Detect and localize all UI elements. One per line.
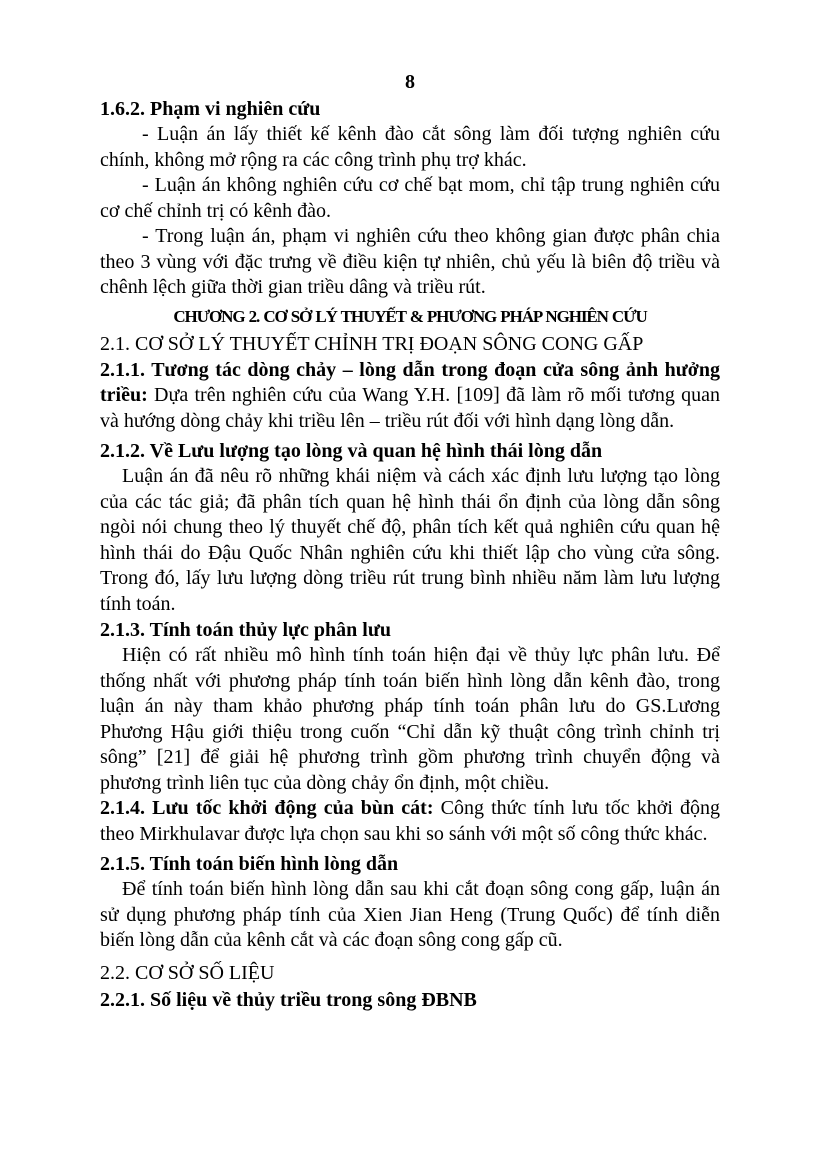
heading-2-1-2: 2.1.2. Về Lưu lượng tạo lòng và quan hệ hình thái lòng dẫn [100, 440, 603, 462]
heading-2-1-1: 2.1.1. Tương tác dòng chảy – lòng dẫn trong đoạn cửa sông ảnh hưởng triều: [100, 358, 720, 406]
page-number: 8 [405, 71, 415, 93]
scope-item-2: - Luận án không nghiên cứu cơ chế bạt mom, chỉ tập trung nghiên cứu cơ chế chỉnh trị có kênh đào. [100, 174, 720, 222]
heading-2-1-5: 2.1.5. Tính toán biến hình lòng dẫn [100, 853, 399, 875]
section-2-2-title: 2.2. CƠ SỞ SỐ LIỆU [100, 961, 275, 984]
text-2-1-5: Để tính toán biến hình lòng dẫn sau khi cắt đoạn sông cong gấp, luận án sử dụng phương pháp tính của Xien Jian Heng (Trung Quốc) để tính diễn biến lòng dẫn của kênh cắt và các đoạn sông cong gấp cũ. [100, 878, 720, 951]
heading-2-1-4: 2.1.4. Lưu tốc khởi động của bùn cát: [100, 797, 434, 819]
scope-item-3: - Trong luận án, phạm vi nghiên cứu theo không gian được phân chia theo 3 vùng với đặc trưng về điều kiện tự nhiên, chủ yếu là biên độ triều và chênh lệch giữa thời gian triều dâng và triều rút. [100, 225, 720, 298]
paragraph-2-1-4 [100, 796, 720, 847]
heading-1-6-2: 1.6.2. Phạm vi nghiên cứu [100, 98, 321, 120]
text-2-1-4: Công thức tính lưu tốc khởi động theo Mirkhulavar được lựa chọn sau khi so sánh với một số công thức khác. [100, 797, 720, 845]
heading-2-2-1: 2.2.1. Số liệu về thủy triều trong sông ĐBNB [100, 988, 477, 1011]
scope-item-1: - Luận án lấy thiết kế kênh đào cắt sông làm đối tượng nghiên cứu chính, không mở rộng ra các công trình phụ trợ khác. [100, 123, 720, 171]
text-2-1-2: Luận án đã nêu rõ những khái niệm và cách xác định lưu lượng tạo lòng của các tác giả; đã phân tích quan hệ hình thái ổn định của lòng dẫn sông ngòi nói chung theo lý thuyết chế độ, phân tích kết quả nghiên cứu quan hệ hình thái do Đậu Quốc Nhân nghiên cứu khi thiết lập cho vùng cửa sông. Trong đó, lấy lưu lượng dòng triều rút trung bình nhiều năm làm lưu lượng tính toán. [100, 465, 720, 615]
text-2-1-3: Hiện có rất nhiều mô hình tính toán hiện đại về thủy lực phân lưu. Để thống nhất với phương pháp tính toán biến hình lòng dẫn kênh đào, trong luận án này tham khảo phương pháp tính toán phân lưu do GS.Lương Phương Hậu giới thiệu trong cuốn “Chỉ dẫn kỹ thuật công trình chỉnh trị sông” [21] để giải hệ phương trình gồm phương trình chuyển động và phương trình liên tục của dòng chảy ổn định, một chiều. [100, 644, 720, 794]
text-2-1-1: Dựa trên nghiên cứu của Wang Y.H. [109] đã làm rõ mối tương quan và hướng dòng chảy khi triều lên – triều rút đối với hình dạng lòng dẫn. [100, 384, 720, 432]
section-2-1-title: 2.1. CƠ SỞ LÝ THUYẾT CHỈNH TRỊ ĐOẠN SÔNG CONG GẤP [100, 332, 644, 355]
paragraph-2-1-1 [100, 358, 720, 435]
heading-2-1-3: 2.1.3. Tính toán thủy lực phân lưu [100, 619, 391, 641]
chapter-title: CHƯƠNG 2. CƠ SỞ LÝ THUYẾT & PHƯƠNG PHÁP NGHIÊN CỨU [173, 306, 647, 326]
document-page [100, 68, 720, 1013]
